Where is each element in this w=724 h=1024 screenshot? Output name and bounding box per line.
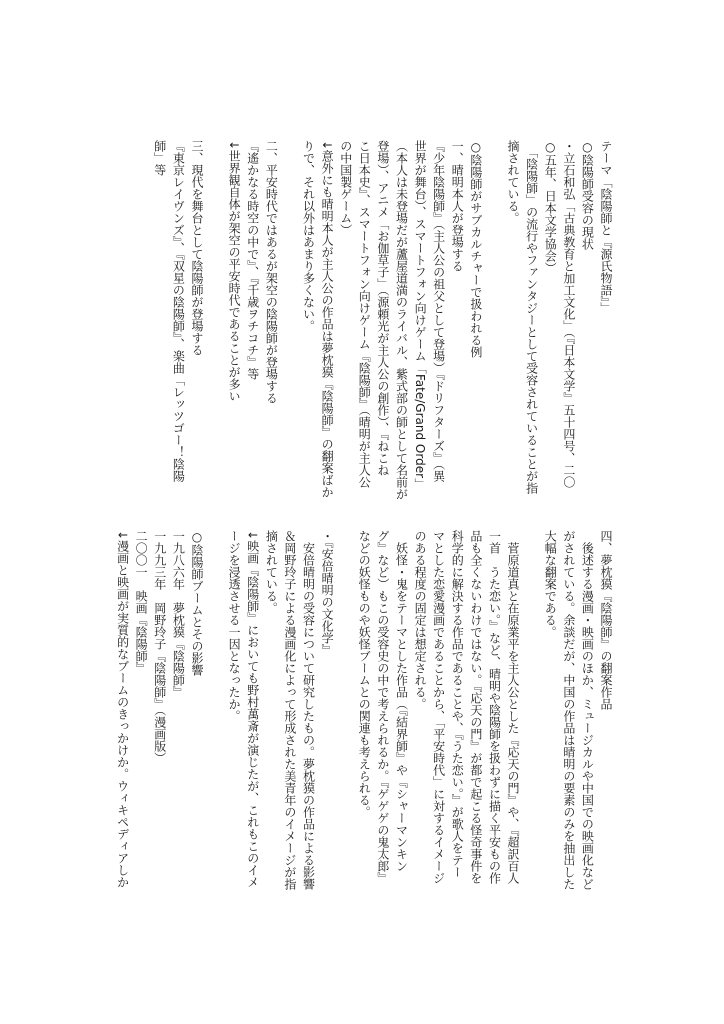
- text-line: こ日本史』、スマートフォン向けゲーム『陰陽師』（晴明が主人公: [357, 140, 372, 488]
- text-line: （本人は未登場だが蘆屋道満のライバル、紫式部の師として名前が: [394, 140, 409, 500]
- text-line: マとした恋愛漫画であることから、「平安時代」に対するイメージ: [431, 530, 446, 884]
- text-line: の中国製ゲーム）: [338, 140, 353, 236]
- text-line: 摘されている。: [506, 140, 521, 224]
- text-line: 三、現代を舞台として陰陽師が登場する: [189, 140, 204, 356]
- text-line: 『少年陰陽師』（主人公の祖父として登場）『ドリフターズ』（異: [431, 140, 446, 482]
- text-line: ○五年、日本文学協会）: [543, 140, 558, 274]
- text-line: ↓漫画と映画が実質的なブームのきっかけか。ウィキペディアしか: [115, 530, 130, 889]
- text-line: ↓世界観自体が架空の平安時代であることが多い: [227, 140, 242, 403]
- text-line: りで、それ以外はあまり多くない。: [301, 140, 316, 332]
- text-line: ージを浸透させる一因となったか。: [227, 530, 242, 722]
- text-line: 妖怪・鬼をテーマとした作品（『結界師』や『シャーマンキン: [394, 530, 409, 872]
- text-line: 世界が舞台）、スマートフォン向けゲーム「Fate/Grand Order」: [413, 140, 428, 491]
- text-line: 『遙かなる時空の中で』、『千歳ヲチコチ』等: [245, 140, 260, 380]
- text-line: などの妖怪ものや妖怪ブームとの関連も考えられる。: [357, 530, 372, 818]
- text-line: 品も全くないわけではない。『応天の門』が都で起こる怪奇事件を: [468, 530, 483, 884]
- text-line: 後述する漫画・映画のほか、ミュージカルや中国での映画化など: [580, 530, 595, 890]
- text-line: [206, 530, 225, 910]
- text-line: ○陰陽師ブームとその影響: [189, 530, 204, 676]
- text-line: 二、平安時代ではあるが架空の陰陽師が登場する: [264, 140, 279, 404]
- text-line: のある程度の固定は想定される。: [413, 530, 428, 710]
- text-line: 一九九三年 岡野玲子『陰陽師』（漫画版）: [152, 530, 167, 764]
- text-line: 登場）、アニメ「お伽草子」（源頼光が主人公の創作）、『ねこね: [375, 140, 390, 476]
- text-line: [336, 530, 355, 910]
- text-line: [280, 140, 299, 510]
- text-line: 一首 うた恋い。』など、晴明や陰陽師を扱わずに描く平安もの作: [487, 530, 502, 884]
- text-line: [522, 530, 541, 910]
- text-line: [485, 140, 504, 510]
- upper-text-block: [150, 140, 615, 510]
- text-line: [206, 140, 225, 510]
- text-line: がされている。余談だが、中国の作品は晴明の要素のみを抽出した: [561, 530, 576, 890]
- text-line: ＆岡野玲子による漫画化によって形成された美青年のイメージが指: [282, 530, 297, 890]
- text-line: 菅原道真と在原業平を主人公とした『応天の門』や、『超訳百人: [506, 530, 521, 884]
- text-line: ○陰陽師受容の現状: [580, 140, 595, 250]
- text-line: 「陰陽師」の流行やファンタジーとして受容されていることが指: [524, 140, 539, 494]
- lower-text-block: [113, 530, 615, 910]
- text-line: 安倍晴明の受容について研究したもの。夢枕獏の作品による影響: [301, 530, 316, 890]
- text-line: 二〇〇一 映画『陰陽師』: [134, 530, 149, 674]
- text-line: グ』など）もこの受容史の中で考えられるか。『ゲゲゲの鬼太郎』: [375, 530, 390, 884]
- text-line: ・立石和弘「古典教育と加工文化」（『日本文学』五十四号、二〇: [561, 140, 576, 488]
- text-line: 四、夢枕獏『陰陽師』の翻案作品: [599, 530, 613, 710]
- text-line: 一九八六年 夢枕獏『陰陽師』: [171, 530, 186, 698]
- text-line: ○陰陽師がサブカルチャーで扱われる例: [468, 140, 483, 358]
- text-line: 師」等: [152, 140, 167, 176]
- text-line: 大幅な翻案である。: [543, 530, 558, 638]
- text-line: 一、晴明本人が登場する: [450, 140, 465, 272]
- text-line: ↓意外にも晴明本人が主人公の作品は夢枕獏『陰陽師』の翻案ばか: [320, 140, 335, 499]
- text-line: ・『安倍晴明の文化学』: [320, 530, 335, 656]
- text-line: ↓映画『陰陽師』においても野村萬斎が演じたが、これもこのイメ: [245, 530, 260, 889]
- text-line: テーマ「陰陽師と『源氏物語』」: [599, 140, 613, 314]
- text-line: 科学的に解決する作品であることや、『うた恋い。』が歌人をテー: [450, 530, 465, 878]
- text-line: 摘されている。: [264, 530, 279, 614]
- text-line: 『東京レイヴンズ』、『双星の陰陽師』、楽曲「レッツゴー！陰陽: [171, 140, 186, 482]
